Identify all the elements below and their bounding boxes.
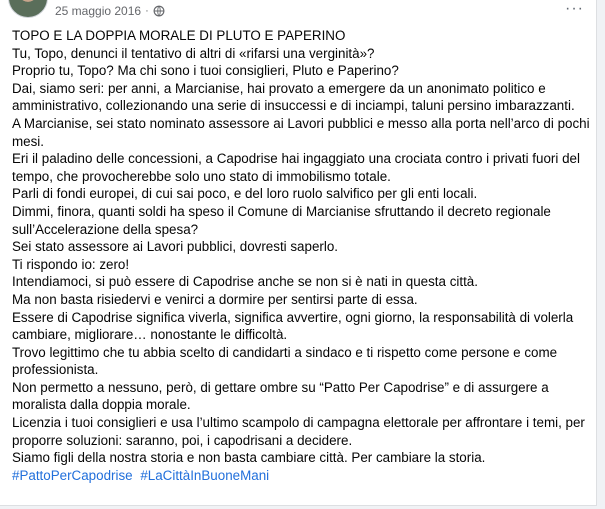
post-line: Proprio tu, Topo? Ma chi sono i tuoi consiglieri, Pluto e Paperino? bbox=[12, 63, 399, 79]
globe-icon[interactable] bbox=[153, 5, 165, 17]
post-line: Siamo figli della nostra storia e non basta cambiare città. Per cambiare la storia. bbox=[12, 450, 486, 466]
post-line: Ma non basta risiedervi e venirci a dormire per sentirsi parte di essa. bbox=[12, 291, 418, 307]
hashtags bbox=[12, 467, 590, 485]
hashtag-link[interactable]: #PattoPerCapodrise bbox=[12, 467, 133, 483]
hashtag-link[interactable]: #LaCittàInBuoneMani bbox=[140, 467, 270, 483]
avatar[interactable] bbox=[8, 0, 48, 18]
post-line: Essere di Capodrise significa viverla, significa avvertire, ogni giorno, la responsabilità di volerla cambiare, migliorare… nonostante le difficoltà. bbox=[12, 309, 574, 343]
post-line: Intendiamoci, si può essere di Capodrise anche se non si è nati in questa città. bbox=[12, 274, 478, 290]
post-date[interactable]: 25 maggio 2016 bbox=[55, 4, 142, 18]
post-line: A Marcianise, sei stato nominato assessore ai Lavori pubblici e messo alla porta nell’arco di pochi mesi. bbox=[12, 115, 590, 149]
post-line: Non permetto a nessuno, però, di gettare ombre su “Patto Per Capodrise” e di assurgere a moralista dalla doppia morale. bbox=[12, 379, 549, 413]
post-line: Licenzia i tuoi consiglieri e usa l’ultimo scampolo di campagna elettorale per affrontare i temi, per proporre soluzioni: saranno, poi, i capodrisani a decidere. bbox=[12, 415, 585, 448]
post-line: Ti rispondo io: zero! bbox=[12, 256, 130, 272]
post-line: Eri il paladino delle concessioni, a Capodrise hai ingaggiato una crociata contro i privati fuori del tempo, che provocherebbe solo uno stato di immobilismo totale. bbox=[12, 151, 580, 184]
post-line: Sei stato assessore ai Lavori pubblici, dovresti saperlo. bbox=[12, 239, 339, 255]
post-line: Parli di fondi europei, di cui sai poco, e del loro ruolo salvifico per gli enti locali. bbox=[12, 186, 478, 202]
post-line: Dai, siamo seri: per anni, a Marcianise, hai provato a emergere da un anonimato politico e amministrativo, collezionando una serie di insuccessi e di inciampi, taluni persino imbarazzanti. bbox=[12, 80, 575, 114]
post-title: TOPO E LA DOPPIA MORALE DI PLUTO E PAPERINO bbox=[12, 28, 346, 43]
post-meta bbox=[55, 4, 165, 18]
meta-separator: · bbox=[145, 5, 149, 17]
post-line: Dimmi, finora, quanti soldi ha speso il Comune di Marcianise sfruttando il decreto regionale sull’Accelerazione della spesa? bbox=[12, 203, 551, 237]
post-body bbox=[12, 27, 590, 484]
post-line: Tu, Topo, denunci il tentativo di altri di «rifarsi una verginità»? bbox=[12, 45, 375, 61]
post-line: Trovo legittimo che tu abbia scelto di candidarti a sindaco e ti rispetto come persone e come professionista. bbox=[12, 344, 558, 378]
more-options-button[interactable]: ··· bbox=[565, 0, 584, 17]
